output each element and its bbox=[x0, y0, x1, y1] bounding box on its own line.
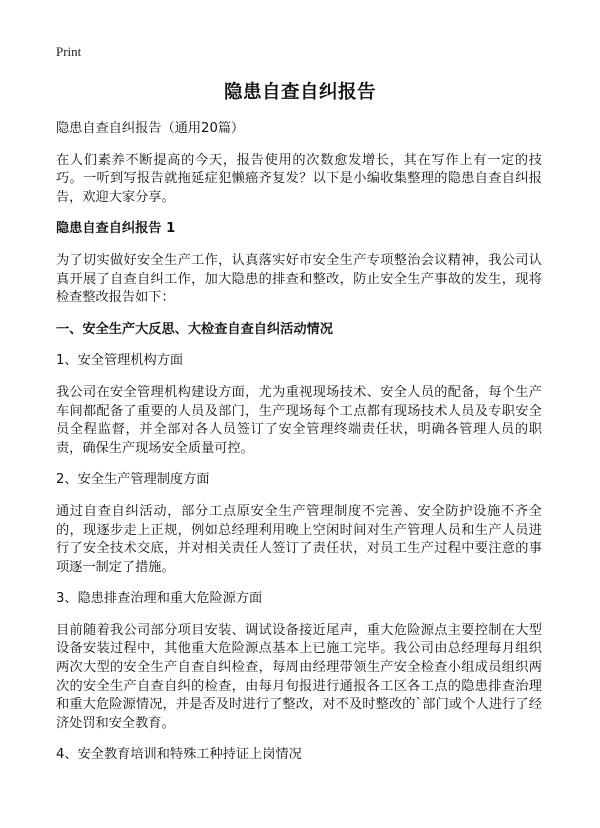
item-label-2: 2、安全生产管理制度方面 bbox=[56, 472, 210, 488]
item-label-4: 4、安全教育培训和特殊工种持证上岗情况 bbox=[56, 747, 302, 763]
item-text-3: 目前随着我公司部分项目安装、调试设备接近尾声，重大危险源点主要控制在大型设备安装过程中，其他重大危险源点基本上已施工完毕。我公司由总经理每月组织两次大型的安全生产自查自纠检查，每周由经理带领生产安全检查小组成员组织两次的安全生产自查自纠的检查，由每月旬报进行通报各工区各工点的隐患排查治理和重大危险源情况，并是否及时进行了整改，对不及时整改的`部门或个人进行了经济处罚和安全教育。 bbox=[56, 622, 542, 731]
page-title: 隐患自查自纠报告 bbox=[223, 82, 376, 103]
report-heading: 隐患自查自纠报告 1 bbox=[56, 221, 176, 237]
section-heading: 一、安全生产大反思、大检查自查自纠活动情况 bbox=[56, 321, 333, 337]
document-subtitle: 隐患自查自纠报告（通用20篇） bbox=[56, 121, 245, 136]
document-body bbox=[56, 120, 542, 778]
print-link[interactable]: Print bbox=[56, 44, 82, 59]
intro-paragraph: 在人们素养不断提高的今天，报告使用的次数愈发增长，其在写作上有一定的技巧。一听到写报告就拖延症犯懒癌齐复发？以下是小编收集整理的隐患自查自纠报告，欢迎大家分享。 bbox=[56, 152, 542, 205]
item-text-2: 通过自查自纠活动，部分工点原安全生产管理制度不完善、安全防护设施不齐全的，现逐步走上正规，例如总经理利用晚上空闲时间对生产管理人员和生产人员进行了安全技术交底，并对相关责任人签订了责任状，对员工生产过程中要注意的事项逐一制定了措施。 bbox=[56, 503, 542, 575]
item-label-3: 3、隐患排查治理和重大危险源方面 bbox=[56, 591, 263, 607]
item-label-1: 1、安全管理机构方面 bbox=[56, 353, 184, 369]
report-intro-paragraph: 为了切实做好安全生产工作，认真落实好市安全生产专项整治会议精神，我公司认真开展了自查自纠工作，加大隐患的排查和整改，防止安全生产事故的发生，现将检查整改报告如下： bbox=[56, 252, 542, 306]
item-text-1: 我公司在安全管理机构建设方面，尤为重视现场技术、安全人员的配备，每个生产车间都配备了重要的人员及部门，生产现场每个工点都有现场技术人员及专职安全员全程监督，并全部对各人员签订了安全管理终端责任状，明确各管理人员的职责，确保生产现场安全质量可控。 bbox=[56, 384, 542, 456]
